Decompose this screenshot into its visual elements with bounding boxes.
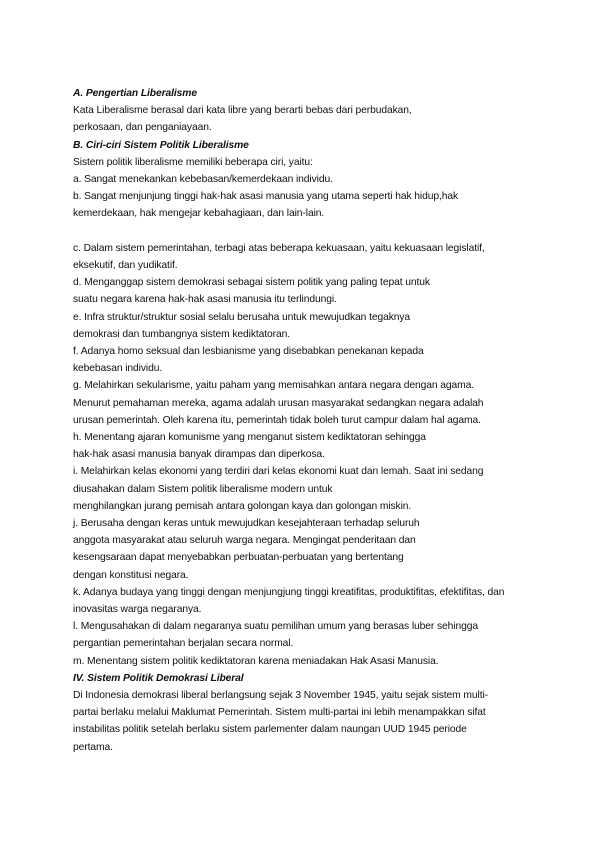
list-line: g. Melahirkan sekularisme, yaitu paham yang memisahkan antara negara dengan agama.	[73, 380, 475, 392]
list-line: kemerdekaan, hak mengejar kebahagiaan, dan lain-lain.	[73, 208, 325, 220]
list-line: pergantian pemerintahan berjalan secara normal.	[73, 638, 294, 650]
list-line: suatu negara karena hak-hak asasi manusia itu terlindungi.	[73, 294, 337, 306]
section-heading-iv: IV. Sistem Politik Demokrasi Liberal	[73, 672, 244, 684]
paragraph-line: instabilitas politik setelah berlaku sistem parlementer dalam naungan UUD 1945 periode	[73, 724, 467, 736]
list-line: Sistem politik liberalisme memiliki beberapa ciri, yaitu:	[73, 156, 313, 168]
section-heading-b: B. Ciri-ciri Sistem Politik Liberalisme	[73, 139, 249, 151]
list-line: hak-hak asasi manusia banyak dirampas dan diperkosa.	[73, 449, 325, 461]
list-line: f. Adanya homo seksual dan lesbianisme yang disebabkan penekanan kepada	[73, 346, 424, 357]
list-line: a. Sangat menekankan kebebasan/kemerdekaan individu.	[73, 174, 333, 185]
list-line: demokrasi dan tumbangnya sistem kediktatoran.	[73, 328, 290, 340]
list-line: anggota masyarakat atau seluruh warga negara. Mengingat penderitaan dan	[73, 535, 416, 547]
paragraph-line: pertama.	[73, 741, 113, 753]
list-line: b. Sangat menjunjung tinggi hak-hak asasi manusia yang utama seperti hak hidup,hak	[73, 191, 459, 203]
list-line: m. Menentang sistem politik kediktatoran karena meniadakan Hak Asasi Manusia.	[73, 655, 439, 667]
paragraph-line: Di Indonesia demokrasi liberal berlangsung sejak 3 November 1945, yaitu sejak sistem multi-	[73, 690, 488, 701]
paragraph-line: perkosaan, dan penganiayaan.	[73, 122, 212, 134]
list-line: menghilangkan jurang pemisah antara golongan kaya dan golongan miskin.	[73, 500, 412, 512]
list-line: d. Menganggap sistem demokrasi sebagai sistem politik yang paling tepat untuk	[73, 277, 430, 289]
list-line: Menurut pemahaman mereka, agama adalah urusan masyarakat sedangkan negara adalah	[73, 397, 484, 409]
list-line: urusan pemerintah. Oleh karena itu, pemerintah tidak boleh turut campur dalam hal agama.	[73, 414, 481, 426]
list-line: kesengsaraan dapat menyebabkan perbuatan-perbuatan yang bertentang	[73, 552, 404, 564]
list-line: inovasitas warga negaranya.	[73, 604, 202, 615]
list-line: l. Mengusahakan di dalam negaranya suatu pemilihan umum yang berasas luber sehingga	[73, 621, 478, 633]
section-heading-a: A. Pengertian Liberalisme	[73, 88, 197, 99]
paragraph-line: Kata Liberalisme berasal dari kata libre yang berarti bebas dari perbudakan,	[73, 105, 412, 117]
list-line: kebebasan individu.	[73, 363, 163, 375]
list-line: j. Berusaha dengan keras untuk mewujudkan kesejahteraan terhadap seluruh	[73, 518, 420, 529]
list-line: i. Melahirkan kelas ekonomi yang terdiri dari kelas ekonomi kuat dan lemah. Saat ini sedang	[73, 466, 484, 478]
list-line: c. Dalam sistem pemerintahan, terbagi atas beberapa kekuasaan, yaitu kekuasaan legislatif,	[73, 242, 485, 254]
list-line: diusahakan dalam Sistem politik liberalisme modern untuk	[73, 483, 333, 495]
list-line: e. Infra struktur/struktur sosial selalu berusaha untuk mewujudkan tegaknya	[73, 311, 411, 323]
list-line: dengan konstitusi negara.	[73, 569, 189, 581]
list-line: eksekutif, dan yudikatif.	[73, 260, 178, 271]
list-line: k. Adanya budaya yang tinggi dengan menjungjung tinggi kreatifitas, produktifitas, efektifitas, dan	[73, 586, 505, 598]
paragraph-line: partai berlaku melalui Maklumat Pemerintah. Sistem multi-partai ini lebih menampakkan sifat	[73, 707, 486, 719]
list-line: h. Menentang ajaran komunisme yang menganut sistem kediktatoran sehingga	[73, 432, 426, 443]
